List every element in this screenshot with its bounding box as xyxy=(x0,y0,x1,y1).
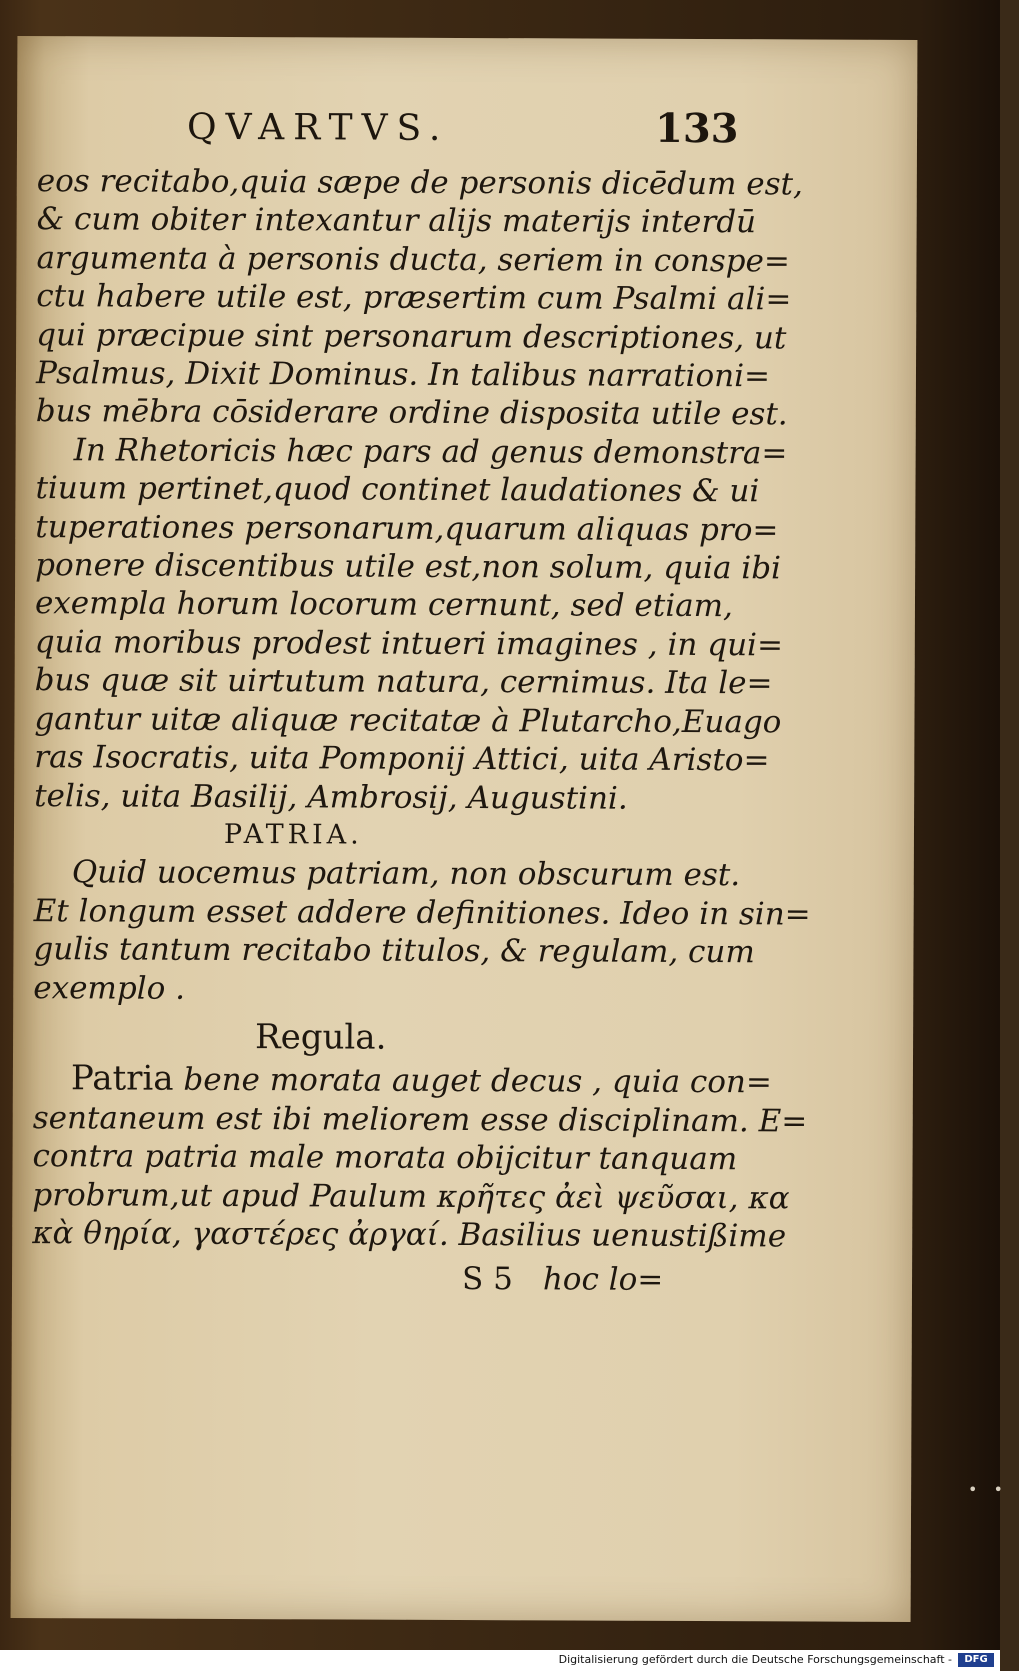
text-line: & cum obiter intexantur alijs materijs interdū xyxy=(36,201,757,241)
page-number: 133 xyxy=(654,104,739,153)
text-line: ras Isocratis, uita Pomponij Attici, uita Aristo= xyxy=(34,739,770,779)
text-line: exempla horum locorum cernunt, sed etiam, xyxy=(34,585,734,625)
text-line: κὰ θηρία, γαστέρες ἀργαί. Basilius uenustißime xyxy=(32,1215,787,1255)
text-line: probrum,ut apud Paulum κρῆτες ἀεὶ ψεῦσαι, κα xyxy=(32,1176,790,1216)
text-line: sentaneum est ibi meliorem esse disciplinam. E= xyxy=(32,1099,808,1140)
book-page xyxy=(11,36,918,1622)
footer-banner xyxy=(0,1650,1000,1671)
section-heading: PATRIA. xyxy=(223,818,363,851)
text-line: exemplo . xyxy=(33,969,186,1007)
text-line: qui præcipue sint personarum descriptiones, ut xyxy=(36,316,787,357)
lead-word: Patria xyxy=(70,1058,174,1100)
text-line: In Rhetoricis hæc pars ad genus demonstra= xyxy=(73,432,788,472)
text-line: argumenta à personis ducta, seriem in conspe= xyxy=(36,239,790,280)
text-line: gantur uitæ aliquæ recitatæ à Plutarcho,Euago xyxy=(34,700,782,741)
text-line: Quid uocemus patriam, non obscurum est. xyxy=(71,854,741,894)
running-title: QVARTVS. xyxy=(186,106,450,149)
funding-notice: Digitalisierung gefördert durch die Deutsche Forschungsgemeinschaft - xyxy=(558,1653,952,1666)
text-line: gulis tantum recitabo titulos, & regulam, cum xyxy=(33,931,755,971)
catchword: hoc lo= xyxy=(542,1261,664,1299)
edge-dots: •• xyxy=(968,1480,1019,1499)
text-line: ctu habere utile est, præsertim cum Psalmi ali= xyxy=(36,278,792,318)
paragraph-4 xyxy=(32,1058,808,1255)
text-line: eos recitabo,quia sæpe de personis dicēdum est, xyxy=(36,163,803,203)
paragraph-2 xyxy=(34,431,788,818)
text-block xyxy=(32,162,811,1300)
text-line: contra patria male morata obijcitur tanquam xyxy=(32,1138,738,1178)
page-content xyxy=(32,104,811,1300)
text-line: tuperationes personarum,quarum aliquas pro= xyxy=(35,508,779,549)
paragraph-3 xyxy=(33,853,811,1009)
rule-heading: Regula. xyxy=(255,1017,387,1058)
text-line xyxy=(33,1058,772,1101)
dfg-logo[interactable]: DFG xyxy=(958,1653,994,1667)
text-line: Et longum esset addere definitiones. Ideo in sin= xyxy=(33,892,811,933)
text-line: bus quæ sit uirtutum natura, cernimus. Ita le= xyxy=(34,662,773,702)
text-line: quia moribus prodest intueri imagines , in qui= xyxy=(34,624,784,664)
text-line: bus mēbra cōsiderare ordine disposita utile est. xyxy=(35,393,788,433)
catchwords xyxy=(32,1258,672,1299)
signature-mark: S 5 xyxy=(461,1261,513,1298)
text-line: tiuum pertinet,quod continet laudationes & ui xyxy=(35,470,760,510)
text-line: Psalmus, Dixit Dominus. In talibus narrationi= xyxy=(35,355,771,395)
running-head xyxy=(37,104,739,165)
paragraph-1 xyxy=(35,162,803,434)
text-line-rest: bene morata auget decus , quia con= xyxy=(173,1062,772,1101)
text-line: ponere discentibus utile est,non solum, quia ibi xyxy=(35,547,782,587)
text-line: telis, uita Basilij, Ambrosij, Augustini. xyxy=(34,777,628,817)
